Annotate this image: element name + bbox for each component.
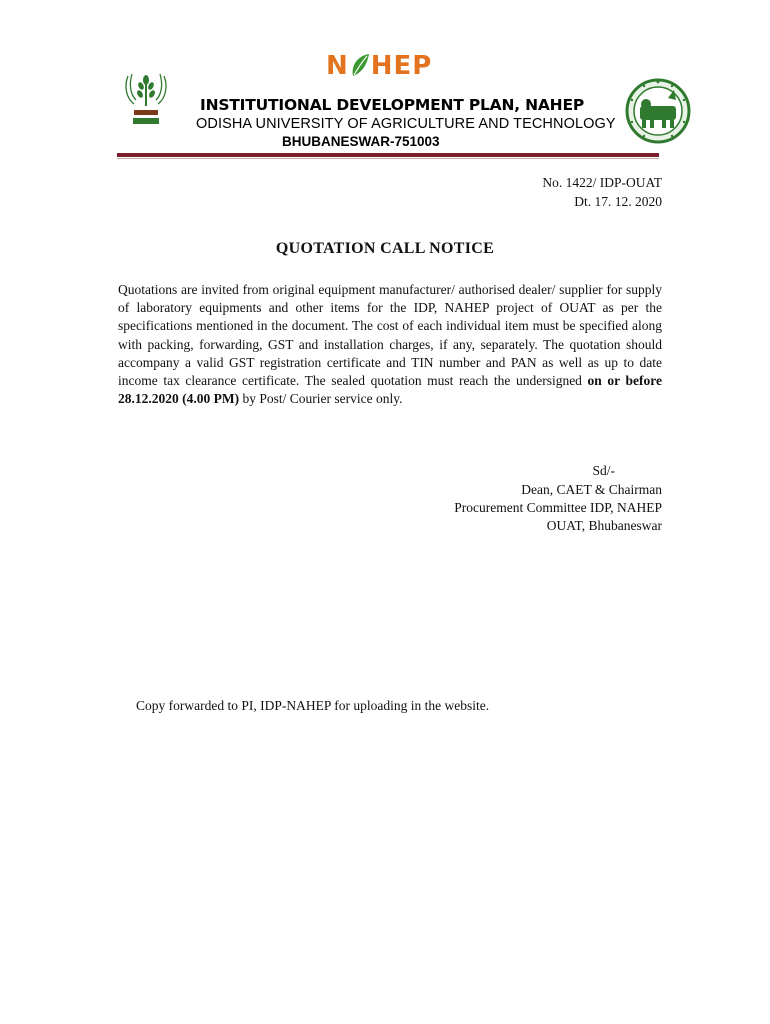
nahep-logo-n: N [326,51,349,81]
icar-logo [120,70,172,134]
university-city: BHUBANESWAR-751003 [282,134,440,149]
header-divider [117,153,659,157]
institution-title: INSTITUTIONAL DEVELOPMENT PLAN, NAHEP [200,96,584,114]
university-name: ODISHA UNIVERSITY OF AGRICULTURE AND TECHNOLOGY [196,116,616,132]
reference-date: Dt. 17. 12. 2020 [574,194,662,209]
ouat-seal [624,76,692,146]
reference-number: No. 1422/ IDP-OUAT [542,175,662,190]
signature-committee: Procurement Committee IDP, NAHEP [454,500,662,515]
notice-body-end: by Post/ Courier service only. [239,391,403,407]
leaf-icon [349,52,371,78]
signature-location: OUAT, Bhubaneswar [546,518,662,533]
nahep-logo [326,50,456,82]
notice-body [118,281,662,408]
nahep-logo-hep: HEP [370,51,433,81]
copy-forwarded-note: Copy forwarded to PI, IDP-NAHEP for uploading in the website. [136,698,490,713]
notice-title: QUOTATION CALL NOTICE [275,240,495,257]
header-divider-thin [117,158,659,159]
signature-designation: Dean, CAET & Chairman [521,482,662,497]
notice-deadline: on or before 28.12.2020 (4.00 PM) [118,373,662,407]
signature-sd: Sd/- [592,463,615,478]
notice-body-start: Quotations are invited from original equipment manufacturer/ authorised dealer/ supplier for supply of laboratory equipments and other items for the IDP, NAHEP project of OUAT as per the specifications mentioned in the document. The cost of each individual item must be specified along with packing, forwarding, GST and installation charges, if any, separately. The quotation should accompany a valid GST registration certificate and TIN number and PAN as well as up to date income tax clearance certificate. The sealed quotation must reach the undersigned [118,282,662,389]
